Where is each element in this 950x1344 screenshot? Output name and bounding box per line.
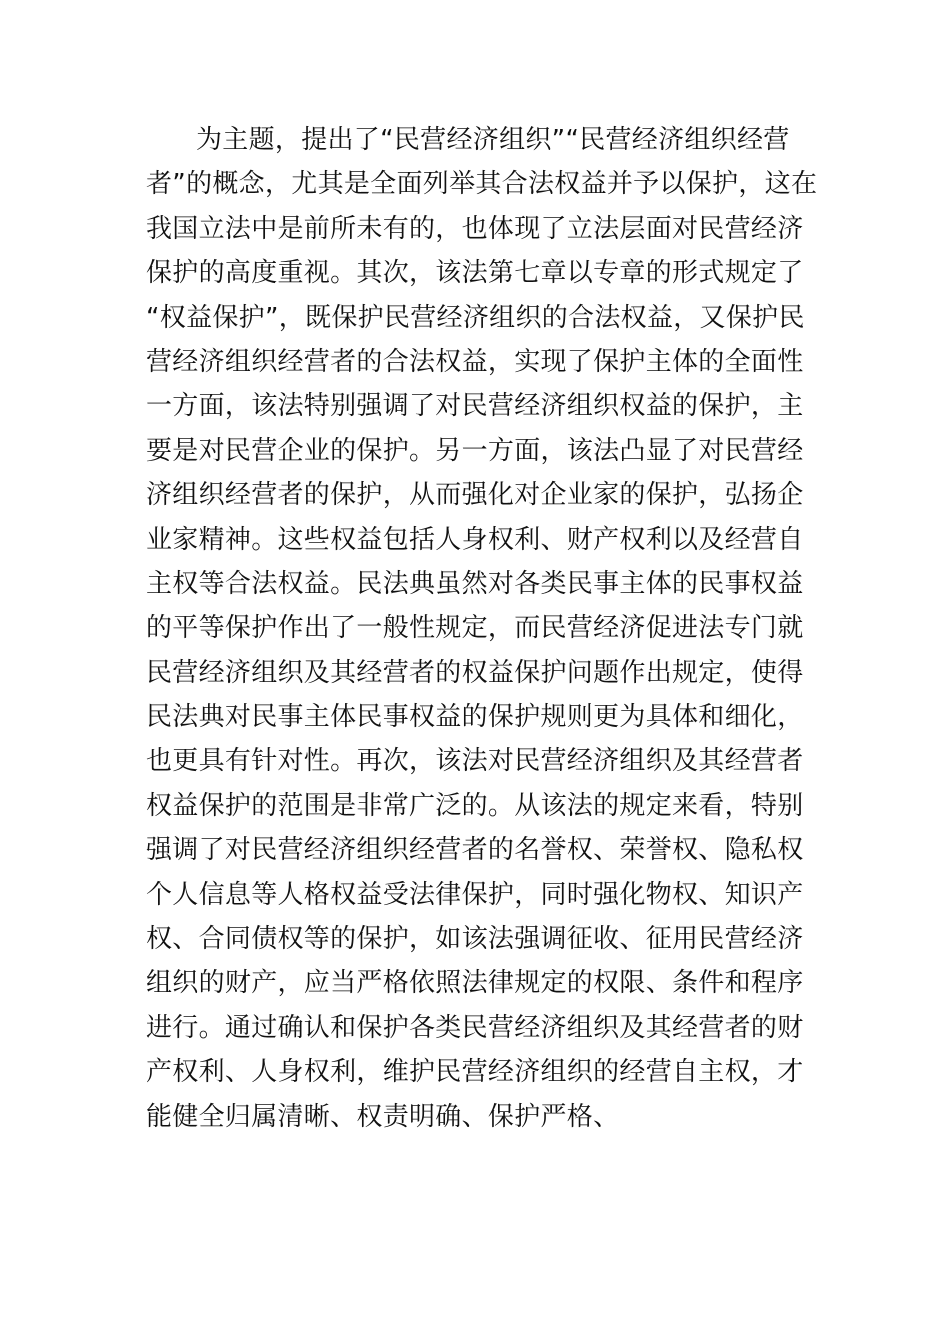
text-line: 要是对民营企业的保护。另一方面，该法凸显了对民营经	[146, 435, 804, 466]
text-line: 强调了对民营经济组织经营者的名誉权、荣誉权、隐私权	[146, 835, 804, 866]
body-text	[146, 118, 816, 1139]
text-line: 能健全归属清晰、权责明确、保护严格、	[146, 1101, 620, 1132]
text-line: 产权利、人身权利，维护民营经济组织的经营自主权，才	[146, 1057, 804, 1088]
text-line: 个人信息等人格权益受法律保护，同时强化物权、知识产	[146, 879, 804, 910]
text-line: 民营经济组织及其经营者的权益保护问题作出规定，使得	[146, 657, 804, 688]
text-line: 保护的高度重视。其次，该法第七章以专章的形式规定了	[146, 258, 804, 289]
text-line: 为主题，提出了“民营经济组织”“民营经济组织经营	[196, 125, 790, 155]
text-line: 进行。通过确认和保护各类民营经济组织及其经营者的财	[146, 1012, 804, 1043]
text-line: 业家精神。这些权益包括人身权利、财产权利以及经营自	[146, 524, 804, 555]
text-line: 权益保护的范围是非常广泛的。从该法的规定来看，特别	[146, 790, 804, 821]
text-line: 也更具有针对性。再次，该法对民营经济组织及其经营者	[146, 746, 804, 777]
text-line: 营经济组织经营者的合法权益，实现了保护主体的全面性	[146, 346, 804, 377]
text-line: 民法典对民事主体民事权益的保护规则更为具体和细化，	[146, 702, 804, 733]
text-line: 济组织经营者的保护，从而强化对企业家的保护，弘扬企	[146, 480, 804, 511]
text-line: 主权等合法权益。民法典虽然对各类民事主体的民事权益	[146, 568, 804, 599]
text-line: 组织的财产，应当严格依照法律规定的权限、条件和程序	[146, 968, 804, 999]
text-line: 者”的概念，尤其是全面列举其合法权益并予以保护，这在	[146, 169, 818, 200]
text-line: 权、合同债权等的保护，如该法强调征收、征用民营经济	[146, 924, 804, 955]
text-line: 的平等保护作出了一般性规定，而民营经济促进法专门就	[146, 613, 804, 644]
text-line: “权益保护”，既保护民营经济组织的合法权益，又保护民	[146, 302, 805, 333]
text-line: 我国立法中是前所未有的，也体现了立法层面对民营经济	[146, 213, 804, 244]
text-line: 一方面，该法特别强调了对民营经济组织权益的保护，主	[146, 391, 804, 422]
